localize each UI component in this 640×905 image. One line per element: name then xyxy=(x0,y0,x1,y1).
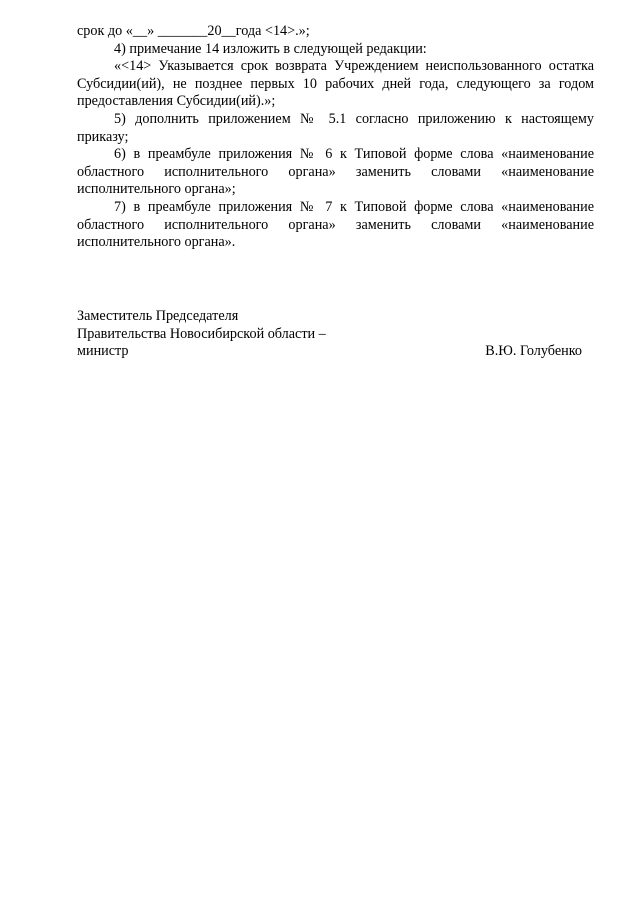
signatory-position-line-3: министр xyxy=(77,343,129,360)
signature-block xyxy=(77,308,582,361)
paragraph-note-14: «<14> Указывается срок возврата Учреждением неиспользованного остатка Субсидии(ий), не позднее первых 10 рабочих дней года, следующего за годом предоставления Субсидии(ий).»; xyxy=(77,58,594,110)
document-body xyxy=(77,23,594,252)
paragraph-item-6: 6) в преамбуле приложения № 6 к Типовой форме слова «наименование областного исполнительного органа» заменить словами «наименование исполнительного органа»; xyxy=(77,146,594,198)
signature-last-row xyxy=(77,343,582,361)
signatory-name: В.Ю. Голубенко xyxy=(485,343,582,360)
paragraph-item-4: 4) примечание 14 изложить в следующей редакции: xyxy=(114,40,427,57)
signatory-position-line-1: Заместитель Председателя xyxy=(77,308,239,324)
paragraph-item-7: 7) в преамбуле приложения № 7 к Типовой форме слова «наименование областного исполнительного органа» заменить словами «наименование исполнительного органа». xyxy=(77,198,594,251)
paragraph-item-5: 5) дополнить приложением № 5.1 согласно приложению к настоящему приказу; xyxy=(77,110,594,145)
paragraph-deadline: срок до «__» _______20__года <14>.»; xyxy=(77,23,310,39)
signatory-position-line-2: Правительства Новосибирской области – xyxy=(77,325,326,342)
